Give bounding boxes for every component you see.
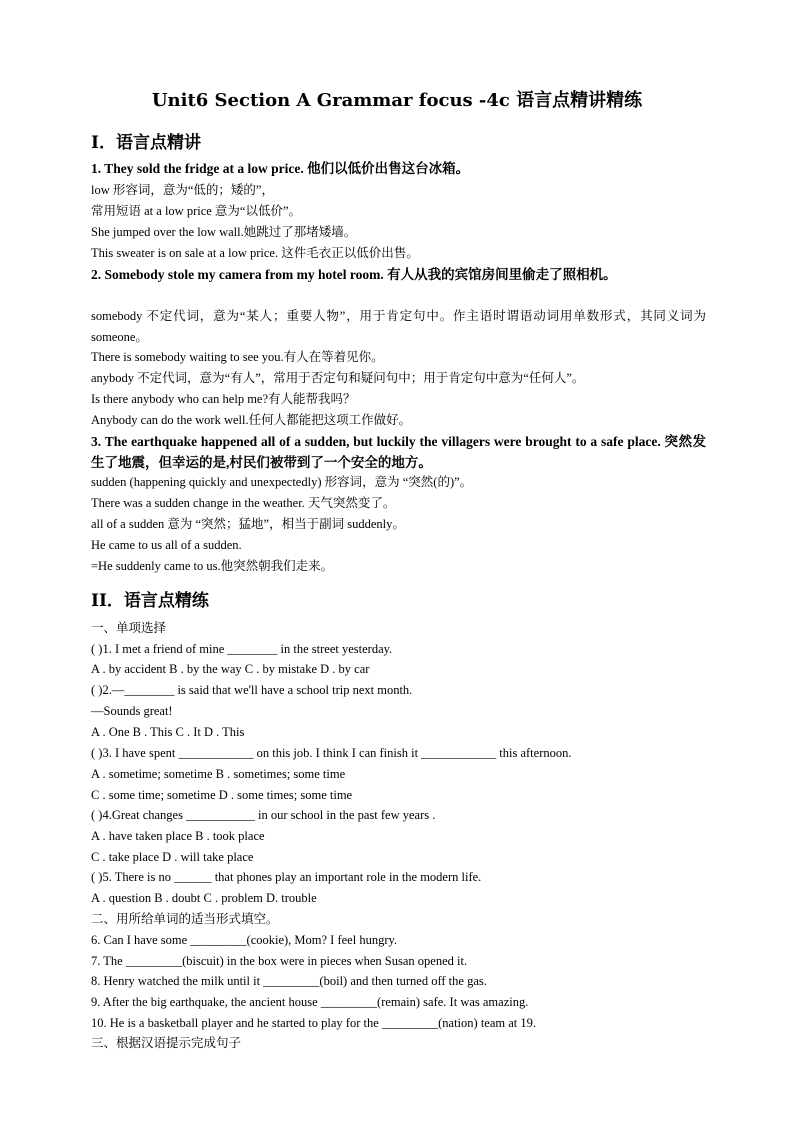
question-1-options: A . by accident B . by the way C . by mistake D . by car	[91, 662, 370, 676]
point-2-example: There is somebody waiting to see you.有人在等着见你。	[91, 350, 384, 364]
point-1-line: 常用短语 at a low price 意为“以低价”。	[91, 204, 302, 218]
question-2: ( )2.—________ is said that we'll have a school trip next month.	[91, 683, 413, 697]
point-3-line: all of a sudden 意为 “突然；猛地”，相当于副词 suddenly。	[91, 517, 405, 531]
part-heading-word-forms: 二、用所给单词的适当形式填空。	[91, 912, 279, 926]
question-4-options: A . have taken place B . took place	[91, 829, 265, 843]
point-2-example: Is there anybody who can help me?有人能帮我吗？	[91, 392, 356, 406]
point-3-heading: 3. The earthquake happened all of a sudden, but luckily the villagers were brought to a safe place. 突然发生了地震，但幸运的是,村民们被带到了一个安全的地方。	[91, 434, 706, 470]
question-4: ( )4.Great changes ___________ in our school in the past few years .	[91, 808, 436, 822]
point-1-example: This sweater is on sale at a low price. 这件毛衣正以低价出售。	[91, 246, 419, 260]
question-4-options: C . take place D . will take place	[91, 850, 254, 864]
section-heading-explanation: I．语言点精讲	[91, 133, 201, 153]
question-6: 6. Can I have some _________(cookie), Mom? I feel hungry.	[91, 933, 398, 947]
question-9: 9. After the big earthquake, the ancient house _________(remain) safe. It was amazing.	[91, 995, 529, 1009]
question-7: 7. The _________(biscuit) in the box were in pieces when Susan opened it.	[91, 954, 468, 968]
point-2-heading: 2. Somebody stole my camera from my hotel room. 有人从我的宾馆房间里偷走了照相机。	[91, 267, 617, 282]
point-1-line: low 形容词，意为“低的；矮的”，	[91, 183, 274, 197]
point-3-example: He came to us all of a sudden.	[91, 538, 242, 552]
question-3-options: C . some time; sometime D . some times; some time	[91, 788, 353, 802]
question-1: ( )1. I met a friend of mine ________ in the street yesterday.	[91, 642, 393, 656]
question-2-reply: —Sounds great!	[91, 704, 173, 718]
section-heading-practice: II．语言点精练	[91, 591, 209, 611]
part-heading-multiple-choice: 一、单项选择	[91, 621, 167, 635]
point-3-example: =He suddenly came to us.他突然朝我们走来。	[91, 559, 334, 573]
point-1-heading: 1. They sold the fridge at a low price. 他们以低价出售这台冰箱。	[91, 161, 470, 176]
point-3-example: There was a sudden change in the weather. 天气突然变了。	[91, 496, 396, 510]
question-8: 8. Henry watched the milk until it _________(boil) and then turned off the gas.	[91, 974, 487, 988]
question-2-options: A . One B . This C . It D . This	[91, 725, 245, 739]
question-3-options: A . sometime; sometime B . sometimes; some time	[91, 767, 346, 781]
part-heading-complete-sentences: 三、根据汉语提示完成句子	[91, 1036, 242, 1050]
point-2-line: somebody 不定代词，意为“某人；重要人物”，用于肯定句中。作主语时谓语动词用单数形式，其同义词为 someone。	[91, 309, 706, 344]
question-5-options: A . question B . doubt C . problem D. trouble	[91, 891, 317, 905]
question-10: 10. He is a basketball player and he started to play for the _________(nation) team at 19.	[91, 1016, 537, 1030]
point-2-example: Anybody can do the work well.任何人都能把这项工作做好。	[91, 413, 412, 427]
question-3: ( )3. I have spent ____________ on this job. I think I can finish it ____________ this afternoon.	[91, 746, 572, 760]
point-3-line: sudden (happening quickly and unexpectedly) 形容词，意为 “突然(的)”。	[91, 475, 473, 489]
point-1-example: She jumped over the low wall.她跳过了那堵矮墙。	[91, 225, 357, 239]
question-5: ( )5. There is no ______ that phones play an important role in the modern life.	[91, 870, 482, 884]
page-title: Unit6 Section A Grammar focus -4c 语言点精讲精练	[151, 90, 643, 111]
point-2-line: anybody 不定代词，意为“有人”，常用于否定句和疑问句中；用于肯定句中意为“任何人”。	[91, 371, 585, 385]
